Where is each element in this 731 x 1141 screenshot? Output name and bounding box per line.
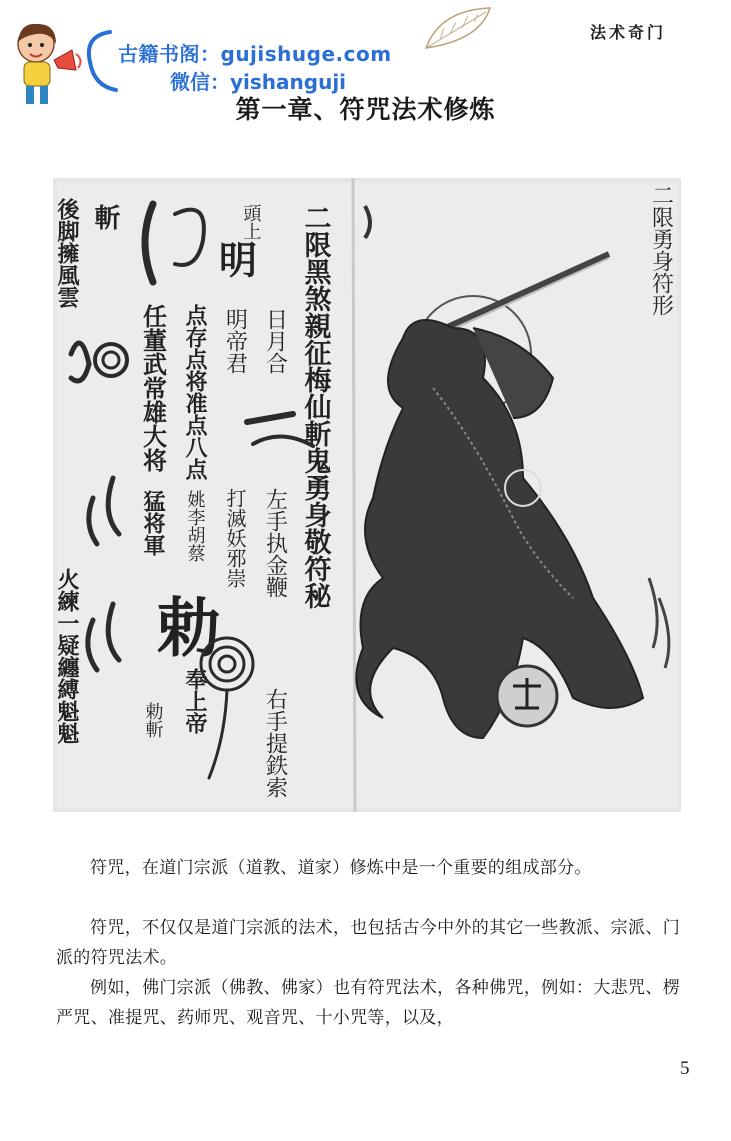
watermark-swoosh xyxy=(80,26,120,96)
caption-hou-jiao: 後脚擁風雲 xyxy=(54,198,80,308)
body-paragraph-3: 例如，佛门宗派（佛教、佛家）也有符咒法术，各种佛咒，例如：大悲咒、楞严咒、准提咒、药师咒、观音咒、十小咒等，以及， xyxy=(56,978,680,1028)
caption-huo-lian: 火練一疑纏縛魁魁 xyxy=(54,568,80,744)
caption-da-mie: 打滅妖邪崇 xyxy=(223,488,247,588)
caption-tou-shang: 頭上 xyxy=(240,204,262,240)
body-paragraph-1: 符咒，在道门宗派（道教、道家）修炼中是一个重要的组成部分。 xyxy=(90,858,592,878)
caption-right-hand: 右手提鉄索 xyxy=(262,688,288,798)
watermark-site-text: 古籍书阁：gujishuge.com xyxy=(118,42,392,66)
caption-dian-jiang: 点存点将准点八点 xyxy=(182,304,208,480)
watermark-wechat-text: 微信：yishanguji xyxy=(170,70,347,94)
caption-ri-yue-he: 日月合 xyxy=(262,308,288,374)
caption-big-chi: 勅 xyxy=(145,594,221,658)
caption-ming-di-jun: 明帝君 xyxy=(222,308,248,374)
caption-ren-dong: 任董武常雄大将 xyxy=(138,304,168,472)
caption-meng-jiang: 猛将軍 xyxy=(140,490,166,556)
caption-yao-li: 姚李胡蔡 xyxy=(184,490,206,562)
caption-feng-shang-di: 奉上帝 xyxy=(182,668,208,734)
running-header: 法术奇门 xyxy=(590,23,667,42)
body-paragraph-2: 符咒，不仅仅是道门宗派的法术，也包括古今中外的其它一些教派、宗派、门派的符咒法术。 xyxy=(56,918,680,968)
page-number: 5 xyxy=(680,1058,690,1079)
leaf-decoration-icon xyxy=(420,4,496,52)
caption-zhan: 斬 xyxy=(90,204,120,230)
caption-chi-zhan: 勅斬 xyxy=(142,702,164,738)
chapter-title: 第一章、符咒法术修炼 xyxy=(235,95,496,124)
talisman-figure xyxy=(53,178,681,812)
caption-main-column: 二限黑煞親征梅仙斬鬼勇身敬符秘 xyxy=(299,204,331,609)
caption-right-page-title: 二限勇身符形 xyxy=(648,184,674,316)
caption-left-hand: 左手执金鞭 xyxy=(262,488,288,598)
caption-ming: 明 xyxy=(212,240,258,278)
